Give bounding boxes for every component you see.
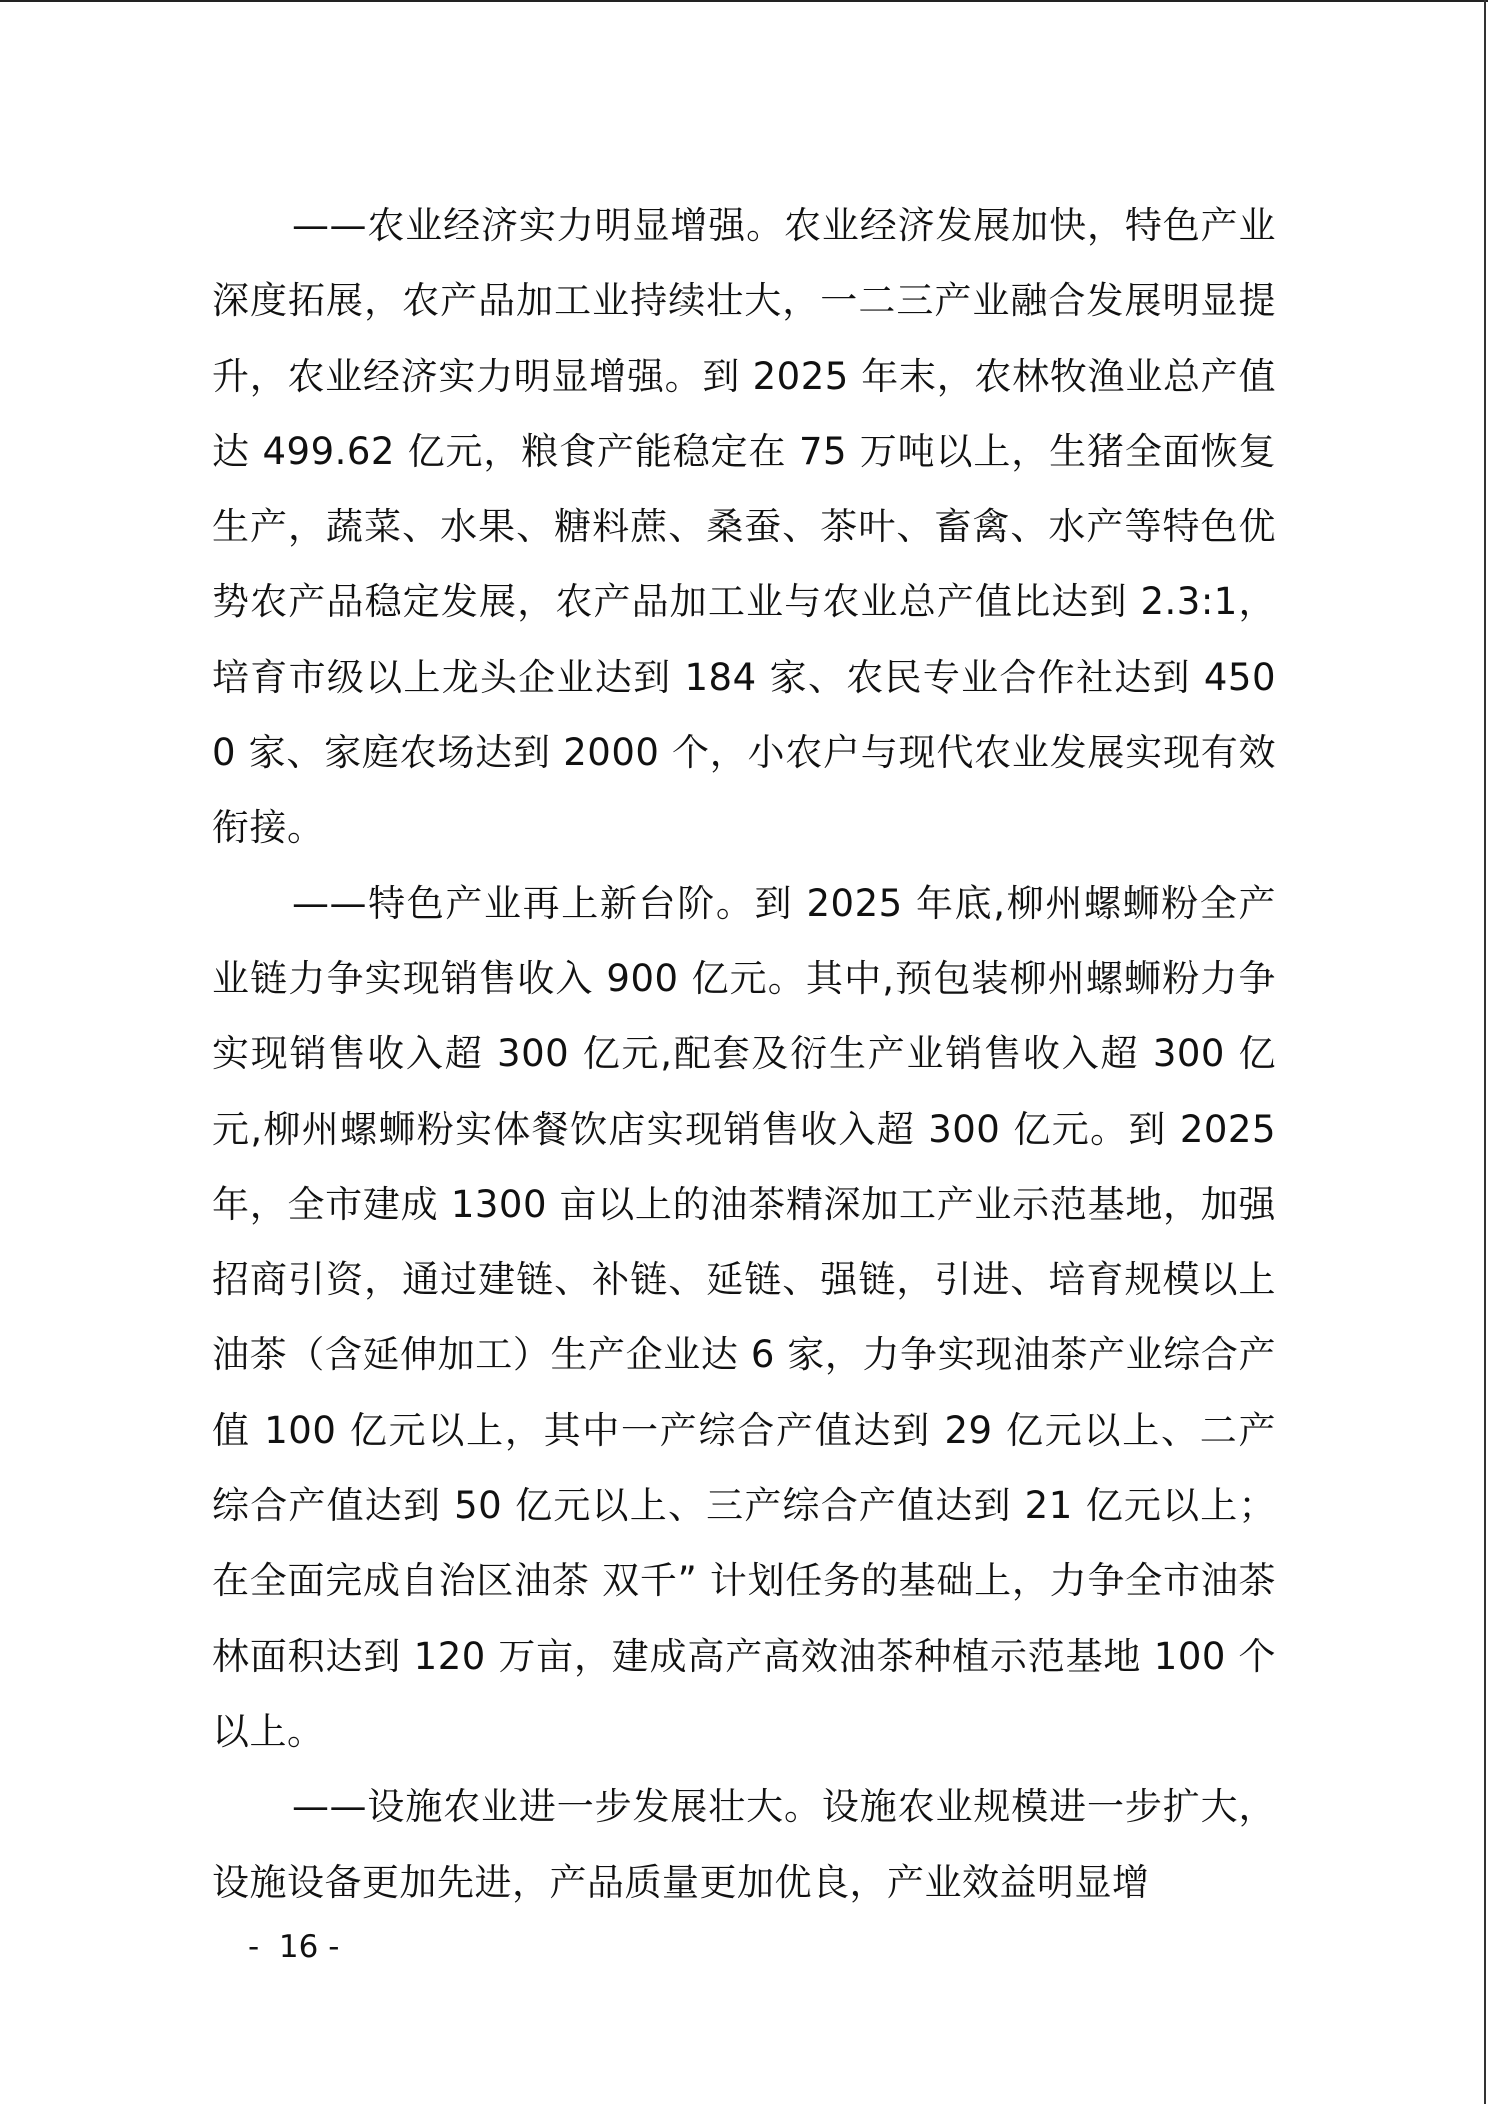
page-top-border bbox=[0, 0, 1488, 2]
document-body bbox=[212, 188, 1276, 1920]
paragraph-featured-industries: ——特色产业再上新台阶。到 2025 年底,柳州螺蛳粉全产业链力争实现销售收入 900 亿元。其中,预包装柳州螺蛳粉力争实现销售收入超 300 亿元,配套及衍生产业销售收入超 300 亿元,柳州螺蛳粉实体餐饮店实现销售收入超 300 亿元。到 2025 年，全市建成 1300 亩以上的油茶精深加工产业示范基地，加强招商引资，通过建链、补链、延链、强链，引进、培育规模以上油茶（含延伸加工）生产企业达 6 家，力争实现油茶产业综合产值 100 亿元以上，其中一产综合产值达到 29 亿元以上、二产综合产值达到 50 亿元以上、三产综合产值达到 21 亿元以上；在全面完成自治区油茶 双千” 计划任务的基础上，力争全市油茶林面积达到 120 万亩，建成高产高效油茶种植示范基地 100 个以上。 bbox=[212, 881, 1276, 1753]
paragraph-facility-agriculture: ——设施农业进一步发展壮大。设施农业规模进一步扩大，设施设备更加先进，产品质量更加优良，产业效益明显增 bbox=[212, 1785, 1276, 1904]
paragraph-agricultural-economy: ——农业经济实力明显增强。农业经济发展加快，特色产业深度拓展，农产品加工业持续壮大，一二三产业融合发展明显提升，农业经济实力明显增强。到 2025 年末，农林牧渔业总产值达 499.62 亿元，粮食产能稳定在 75 万吨以上，生猪全面恢复生产，蔬菜、水果、糖料蔗、桑蚕、茶叶、畜禽、水产等特色优势农产品稳定发展，农产品加工业与农业总产值比达到 2.3:1，培育市级以上龙头企业达到 184 家、农民专业合作社达到 4500 家、家庭农场达到 2000 个，小农户与现代农业发展实现有效衔接。 bbox=[212, 204, 1276, 850]
page-right-border bbox=[1484, 0, 1486, 2104]
page-number: - 16 - bbox=[248, 1929, 340, 1965]
